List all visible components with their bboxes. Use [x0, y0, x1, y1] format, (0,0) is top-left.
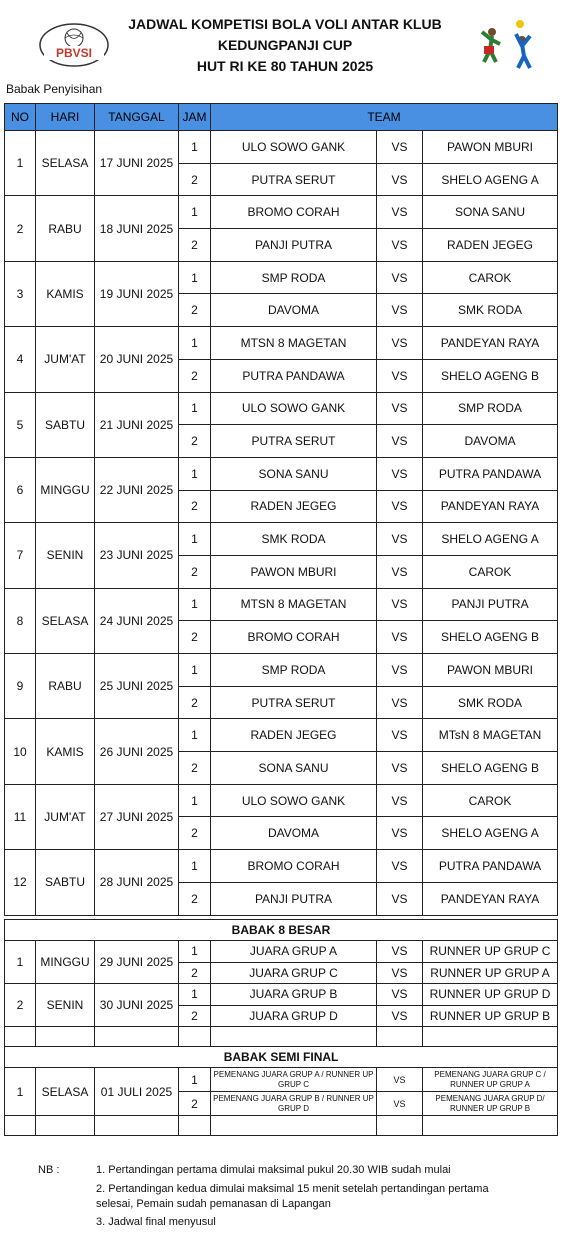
away-team: CAROK — [423, 784, 558, 817]
match-slot: 1 — [179, 196, 211, 229]
match-slot: 1 — [179, 588, 211, 621]
section-title: BABAK SEMI FINAL — [5, 1047, 558, 1068]
home-team: PEMENANG JUARA GRUP B / RUNNER UP GRUP D — [211, 1092, 377, 1116]
day-no: 9 — [5, 654, 36, 719]
match-slot: 1 — [179, 327, 211, 360]
vs-label: VS — [377, 131, 423, 164]
day-no: 3 — [5, 261, 36, 326]
empty-cell — [36, 1027, 95, 1047]
day-date: 29 JUNI 2025 — [95, 941, 179, 984]
match-row — [5, 261, 558, 294]
vs-label: VS — [377, 817, 423, 850]
away-team: PAWON MBURI — [423, 654, 558, 687]
day-no: 7 — [5, 523, 36, 588]
match-slot: 1 — [179, 392, 211, 425]
home-team: SONA SANU — [211, 457, 377, 490]
away-team: PANDEYAN RAYA — [423, 882, 558, 915]
day-date: 24 JUNI 2025 — [95, 588, 179, 653]
match-row — [5, 588, 558, 621]
home-team: MTSN 8 MAGETAN — [211, 588, 377, 621]
match-slot: 2 — [179, 163, 211, 196]
day-name: SABTU — [36, 850, 95, 915]
home-team: PANJI PUTRA — [211, 229, 377, 262]
day-no: 1 — [5, 131, 36, 196]
home-team: BROMO CORAH — [211, 196, 377, 229]
vs-label: VS — [377, 425, 423, 458]
empty-cell — [179, 1116, 211, 1136]
home-team: JUARA GRUP C — [211, 962, 377, 984]
pbvsi-logo — [38, 22, 110, 68]
empty-cell — [95, 1027, 179, 1047]
away-team: RADEN JEGEG — [423, 229, 558, 262]
vs-label: VS — [377, 261, 423, 294]
day-date: 27 JUNI 2025 — [95, 784, 179, 849]
header-team: TEAM — [211, 104, 558, 131]
day-date: 30 JUNI 2025 — [95, 984, 179, 1027]
match-slot: 1 — [179, 1068, 211, 1092]
home-team: BROMO CORAH — [211, 850, 377, 883]
match-slot: 1 — [179, 654, 211, 687]
home-team: ULO SOWO GANK — [211, 392, 377, 425]
header-row — [5, 104, 558, 131]
day-name: KAMIS — [36, 719, 95, 784]
note-1: 1. Pertandingan pertama dimulai maksimal pukul 20.30 WIB sudah mulai — [96, 1164, 451, 1176]
home-team: ULO SOWO GANK — [211, 784, 377, 817]
match-slot: 2 — [179, 425, 211, 458]
vs-label: VS — [377, 163, 423, 196]
match-slot: 1 — [179, 784, 211, 817]
volleyball-players-icon — [470, 18, 540, 78]
match-slot: 1 — [179, 984, 211, 1006]
semi-final-title-row — [5, 1047, 558, 1068]
day-date: 25 JUNI 2025 — [95, 654, 179, 719]
empty-cell — [211, 1116, 377, 1136]
away-team: SMP RODA — [423, 392, 558, 425]
day-name: SELASA — [36, 131, 95, 196]
home-team: JUARA GRUP D — [211, 1005, 377, 1027]
away-team: SHELO AGENG B — [423, 359, 558, 392]
match-slot: 2 — [179, 882, 211, 915]
vs-label: VS — [377, 621, 423, 654]
header-no: NO — [5, 104, 36, 131]
match-slot: 1 — [179, 457, 211, 490]
empty-cell — [5, 1027, 36, 1047]
section-title: BABAK 8 BESAR — [5, 920, 558, 941]
away-team: MTsN 8 MAGETAN — [423, 719, 558, 752]
title-line-1: JADWAL KOMPETISI BOLA VOLI ANTAR KLUB — [128, 16, 442, 32]
vs-label: VS — [377, 962, 423, 984]
vs-label: VS — [377, 457, 423, 490]
away-team: SHELO AGENG B — [423, 621, 558, 654]
empty-cell — [423, 1027, 558, 1047]
home-team: JUARA GRUP B — [211, 984, 377, 1006]
home-team: PUTRA SERUT — [211, 163, 377, 196]
vs-label: VS — [377, 882, 423, 915]
day-date: 28 JUNI 2025 — [95, 850, 179, 915]
day-date: 21 JUNI 2025 — [95, 392, 179, 457]
away-team: SHELO AGENG A — [423, 817, 558, 850]
empty-cell — [423, 1116, 558, 1136]
note-2b: selesai, Pemain sudah pemanasan di Lapangan — [96, 1198, 331, 1210]
away-team: PANDEYAN RAYA — [423, 490, 558, 523]
day-date: 20 JUNI 2025 — [95, 327, 179, 392]
header-jam: JAM — [179, 104, 211, 131]
day-name: SELASA — [36, 588, 95, 653]
match-row — [5, 457, 558, 490]
header-tanggal: TANGGAL — [95, 104, 179, 131]
away-team: CAROK — [423, 555, 558, 588]
away-team: SMK RODA — [423, 294, 558, 327]
vs-label: VS — [377, 1092, 423, 1116]
day-no: 11 — [5, 784, 36, 849]
vs-label: VS — [377, 229, 423, 262]
match-slot: 2 — [179, 359, 211, 392]
away-team: SMK RODA — [423, 686, 558, 719]
away-team: PAWON MBURI — [423, 131, 558, 164]
day-date: 17 JUNI 2025 — [95, 131, 179, 196]
vs-label: VS — [377, 294, 423, 327]
match-slot: 1 — [179, 850, 211, 883]
match-row — [5, 327, 558, 360]
home-team: DAVOMA — [211, 817, 377, 850]
vs-label: VS — [377, 686, 423, 719]
vs-label: VS — [377, 654, 423, 687]
match-slot: 2 — [179, 1005, 211, 1027]
match-row — [5, 131, 558, 164]
day-name: SENIN — [36, 984, 95, 1027]
home-team: PAWON MBURI — [211, 555, 377, 588]
empty-cell — [211, 1027, 377, 1047]
empty-cell — [5, 1116, 36, 1136]
match-slot: 2 — [179, 555, 211, 588]
match-row — [5, 523, 558, 556]
day-name: JUM'AT — [36, 327, 95, 392]
logo-text: PBVSI — [55, 46, 93, 60]
match-slot: 1 — [179, 719, 211, 752]
day-no: 6 — [5, 457, 36, 522]
match-slot: 1 — [179, 131, 211, 164]
empty-cell — [95, 1116, 179, 1136]
day-name: RABU — [36, 654, 95, 719]
vs-label: VS — [377, 588, 423, 621]
knockout-table — [4, 919, 558, 1136]
away-team: RUNNER UP GRUP A — [423, 962, 558, 984]
day-name: MINGGU — [36, 457, 95, 522]
home-team: PEMENANG JUARA GRUP A / RUNNER UP GRUP C — [211, 1068, 377, 1092]
home-team: SMP RODA — [211, 261, 377, 294]
vs-label: VS — [377, 784, 423, 817]
match-row — [5, 1068, 558, 1092]
day-date: 01 JULI 2025 — [95, 1068, 179, 1116]
away-team: PUTRA PANDAWA — [423, 457, 558, 490]
day-name: JUM'AT — [36, 784, 95, 849]
vs-label: VS — [377, 327, 423, 360]
match-slot: 2 — [179, 294, 211, 327]
away-team: SHELO AGENG A — [423, 523, 558, 556]
match-slot: 2 — [179, 752, 211, 785]
empty-cell — [179, 1027, 211, 1047]
home-team: PUTRA SERUT — [211, 686, 377, 719]
match-slot: 2 — [179, 962, 211, 984]
home-team: MTSN 8 MAGETAN — [211, 327, 377, 360]
empty-cell — [377, 1116, 423, 1136]
away-team: PEMENANG JUARA GRUP C / RUNNER UP GRUP A — [423, 1068, 558, 1092]
home-team: SONA SANU — [211, 752, 377, 785]
day-no: 2 — [5, 196, 36, 261]
away-team: PEMENANG JUARA GRUP D/ RUNNER UP GRUP B — [423, 1092, 558, 1116]
match-row — [5, 196, 558, 229]
vs-label: VS — [377, 523, 423, 556]
away-team: SHELO AGENG A — [423, 163, 558, 196]
match-slot: 1 — [179, 523, 211, 556]
spacer-row — [5, 1027, 558, 1047]
match-row — [5, 719, 558, 752]
away-team: CAROK — [423, 261, 558, 294]
home-team: RADEN JEGEG — [211, 490, 377, 523]
vs-label: VS — [377, 392, 423, 425]
match-row — [5, 392, 558, 425]
home-team: ULO SOWO GANK — [211, 131, 377, 164]
day-name: MINGGU — [36, 941, 95, 984]
schedule-table — [4, 103, 558, 916]
match-slot: 2 — [179, 817, 211, 850]
note-2a: 2. Pertandingan kedua dimulai maksimal 15 menit setelah pertandingan pertama — [96, 1183, 489, 1195]
stage-label: Babak Penyisihan — [6, 82, 103, 96]
day-name: SABTU — [36, 392, 95, 457]
home-team: PUTRA SERUT — [211, 425, 377, 458]
spacer-row — [5, 1116, 558, 1136]
match-row — [5, 984, 558, 1006]
match-row — [5, 784, 558, 817]
note-3: 3. Jadwal final menyusul — [96, 1216, 216, 1228]
day-name: RABU — [36, 196, 95, 261]
match-slot: 2 — [179, 686, 211, 719]
day-no: 8 — [5, 588, 36, 653]
home-team: BROMO CORAH — [211, 621, 377, 654]
match-slot: 1 — [179, 261, 211, 294]
day-no: 1 — [5, 1068, 36, 1116]
vs-label: VS — [377, 196, 423, 229]
away-team: SHELO AGENG B — [423, 752, 558, 785]
day-date: 26 JUNI 2025 — [95, 719, 179, 784]
away-team: PANDEYAN RAYA — [423, 327, 558, 360]
home-team: PANJI PUTRA — [211, 882, 377, 915]
away-team: PANJI PUTRA — [423, 588, 558, 621]
home-team: SMK RODA — [211, 523, 377, 556]
home-team: SMP RODA — [211, 654, 377, 687]
day-no: 12 — [5, 850, 36, 915]
empty-cell — [36, 1116, 95, 1136]
away-team: DAVOMA — [423, 425, 558, 458]
vs-label: VS — [377, 850, 423, 883]
match-slot: 2 — [179, 490, 211, 523]
match-row — [5, 941, 558, 963]
vs-label: VS — [377, 555, 423, 588]
day-date: 19 JUNI 2025 — [95, 261, 179, 326]
away-team: RUNNER UP GRUP D — [423, 984, 558, 1006]
vs-label: VS — [377, 941, 423, 963]
away-team: RUNNER UP GRUP C — [423, 941, 558, 963]
away-team: RUNNER UP GRUP B — [423, 1005, 558, 1027]
vs-label: VS — [377, 1068, 423, 1092]
day-name: KAMIS — [36, 261, 95, 326]
day-name: SELASA — [36, 1068, 95, 1116]
vs-label: VS — [377, 490, 423, 523]
match-slot: 2 — [179, 621, 211, 654]
vs-label: VS — [377, 1005, 423, 1027]
quarter-final-title-row — [5, 920, 558, 941]
day-date: 18 JUNI 2025 — [95, 196, 179, 261]
day-no: 2 — [5, 984, 36, 1027]
title-line-2: KEDUNGPANJI CUP — [217, 37, 353, 53]
day-date: 23 JUNI 2025 — [95, 523, 179, 588]
home-team: DAVOMA — [211, 294, 377, 327]
empty-cell — [377, 1027, 423, 1047]
day-no: 10 — [5, 719, 36, 784]
day-name: SENIN — [36, 523, 95, 588]
vs-label: VS — [377, 719, 423, 752]
match-row — [5, 850, 558, 883]
vs-label: VS — [377, 752, 423, 785]
match-row — [5, 654, 558, 687]
day-no: 1 — [5, 941, 36, 984]
notes-label: NB : — [38, 1164, 60, 1176]
home-team: PUTRA PANDAWA — [211, 359, 377, 392]
match-slot: 2 — [179, 229, 211, 262]
day-date: 22 JUNI 2025 — [95, 457, 179, 522]
home-team: JUARA GRUP A — [211, 941, 377, 963]
away-team: PUTRA PANDAWA — [423, 850, 558, 883]
header-hari: HARI — [36, 104, 95, 131]
match-slot: 1 — [179, 941, 211, 963]
vs-label: VS — [377, 359, 423, 392]
vs-label: VS — [377, 984, 423, 1006]
title-line-3: HUT RI KE 80 TAHUN 2025 — [196, 58, 374, 74]
match-slot: 2 — [179, 1092, 211, 1116]
day-no: 5 — [5, 392, 36, 457]
home-team: RADEN JEGEG — [211, 719, 377, 752]
day-no: 4 — [5, 327, 36, 392]
away-team: SONA SANU — [423, 196, 558, 229]
